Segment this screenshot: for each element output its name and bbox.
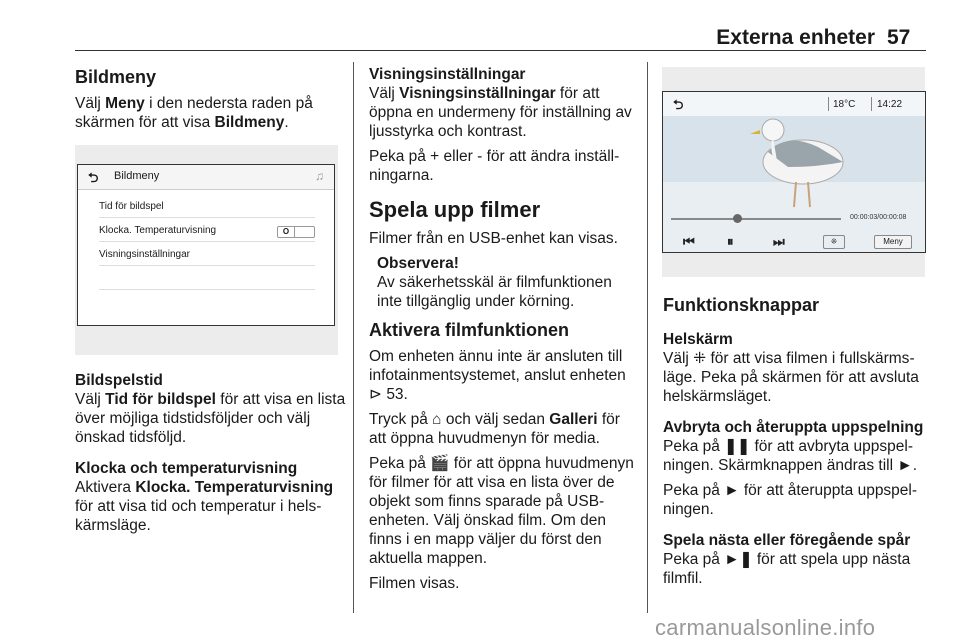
music-note-icon: ♫	[315, 169, 324, 183]
video-screen	[662, 91, 926, 253]
note-title: Observera!	[377, 255, 459, 272]
subheading: Avbryta och återuppta uppspelning	[663, 419, 924, 436]
paragraph: Peka på + eller - för att ändra inställningarna.	[369, 148, 620, 184]
screen	[77, 164, 335, 326]
menu-item[interactable]: Visningsinställningar	[99, 245, 315, 266]
menu-item[interactable]: Tid för bildspel	[99, 197, 315, 218]
menu-button[interactable]: Meny	[874, 235, 912, 249]
page-ref-icon: ⊳	[369, 386, 382, 403]
home-icon: ⌂	[432, 411, 442, 428]
paragraph: Filmen visas.	[369, 575, 460, 592]
next-icon: ►❚	[724, 551, 753, 568]
progress-bar[interactable]	[671, 218, 841, 220]
separator	[828, 97, 829, 111]
separator	[871, 97, 872, 111]
paragraph: Välj Meny i den nedersta raden på skärmen för att visa Bildmeny.	[75, 95, 313, 131]
section-heading: Spela upp filmer	[369, 197, 541, 222]
seagull-image	[748, 112, 858, 212]
column-1-lower	[75, 371, 347, 535]
film-screenshot	[662, 67, 925, 277]
menu-item	[99, 269, 315, 290]
column-divider	[647, 62, 648, 613]
paragraph: Filmer från en USB-enhet kan visas.	[369, 230, 618, 247]
paragraph: Peka på ❚❚ för att avbryta uppspelningen. Skärmknappen ändras till ►.	[663, 438, 918, 474]
film-icon: 🎬	[430, 455, 450, 472]
temperature: 18°C	[833, 99, 856, 110]
section-heading: Bildmeny	[75, 67, 157, 87]
playback-time: 00:00:03/00:00:08	[850, 214, 907, 221]
column-1	[75, 66, 345, 132]
paragraph: Peka på 🎬 för att öppna huvudmenyn för filmer för att visa en lista över de objekt som finns sparade på USB-enheten. Välj önskad film. Om den finns i en mapp väljer du först den aktuella mappen.	[369, 455, 634, 567]
subheading: Bildspelstid	[75, 372, 163, 389]
subheading: Spela nästa eller föregående spår	[663, 532, 911, 549]
back-icon[interactable]: ⮌	[673, 97, 684, 112]
header-rule	[75, 50, 926, 51]
fullscreen-icon[interactable]: ⁜	[823, 235, 845, 249]
play-icon: ►	[724, 482, 740, 499]
note-text: Av säkerhetsskäl är filmfunktionen inte tillgänglig under körning.	[377, 274, 612, 310]
back-icon[interactable]: ⮌	[88, 170, 99, 185]
menu-item[interactable]: Klocka. Temperaturvisning O	[99, 221, 315, 242]
section-heading: Aktivera filmfunktionen	[369, 320, 570, 340]
paragraph: Om enheten ännu inte är ansluten till infotainmentsystemet, anslut enheten ⊳ 53.	[369, 348, 626, 403]
paragraph: Välj Visningsinställningar för att öppna en undermeny för inställning av ljusstyrka och kontrast.	[369, 85, 632, 140]
paragraph: Peka på ►❚ för att spela upp nästa filmfil.	[663, 551, 911, 587]
column-2	[369, 65, 637, 593]
clock: 14:22	[877, 99, 903, 110]
previous-icon[interactable]: ⏮	[683, 234, 695, 249]
pause-icon: ❚❚	[724, 438, 751, 455]
fullscreen-icon: ⁜	[693, 350, 707, 367]
note	[377, 254, 637, 311]
paragraph: Välj ⁜ för att visa filmen i fullskärmsläge. Peka på skärmen för att avsluta helskärmsläget.	[663, 350, 919, 405]
subheading: Visningsinställningar	[369, 66, 526, 83]
title-bar	[78, 165, 334, 190]
next-icon[interactable]: ⏭	[773, 234, 785, 249]
paragraph: Tryck på ⌂ och välj sedan Galleri för att öppna huvudmenyn för media.	[369, 411, 620, 447]
paragraph: Välj Tid för bildspel för att visa en lista över möjliga tidstidsföljder och välj önskad tidsföljd.	[75, 391, 346, 446]
screen-title: Bildmeny	[114, 170, 160, 182]
pause-icon[interactable]: ⏸	[727, 234, 734, 249]
bildmeny-screenshot	[75, 145, 338, 355]
column-3	[663, 294, 931, 588]
watermark: carmanualsonline.info	[655, 615, 876, 640]
progress-knob[interactable]	[733, 214, 742, 223]
section-heading: Funktionsknappar	[663, 295, 820, 315]
chapter-title: Externa enheter	[716, 26, 875, 49]
toggle-switch[interactable]: O	[277, 226, 315, 238]
paragraph: Peka på ► för att återuppta uppspelningen.	[663, 482, 918, 518]
column-divider	[353, 62, 354, 613]
page-number: 57	[887, 26, 911, 49]
paragraph: Aktivera Klocka. Temperaturvisning för att visa tid och temperatur i helskärmsläge.	[75, 479, 334, 534]
subheading: Helskärm	[663, 331, 733, 348]
subheading: Klocka och temperaturvisning	[75, 460, 298, 477]
play-icon: ►	[897, 457, 913, 474]
top-bar	[663, 92, 925, 116]
